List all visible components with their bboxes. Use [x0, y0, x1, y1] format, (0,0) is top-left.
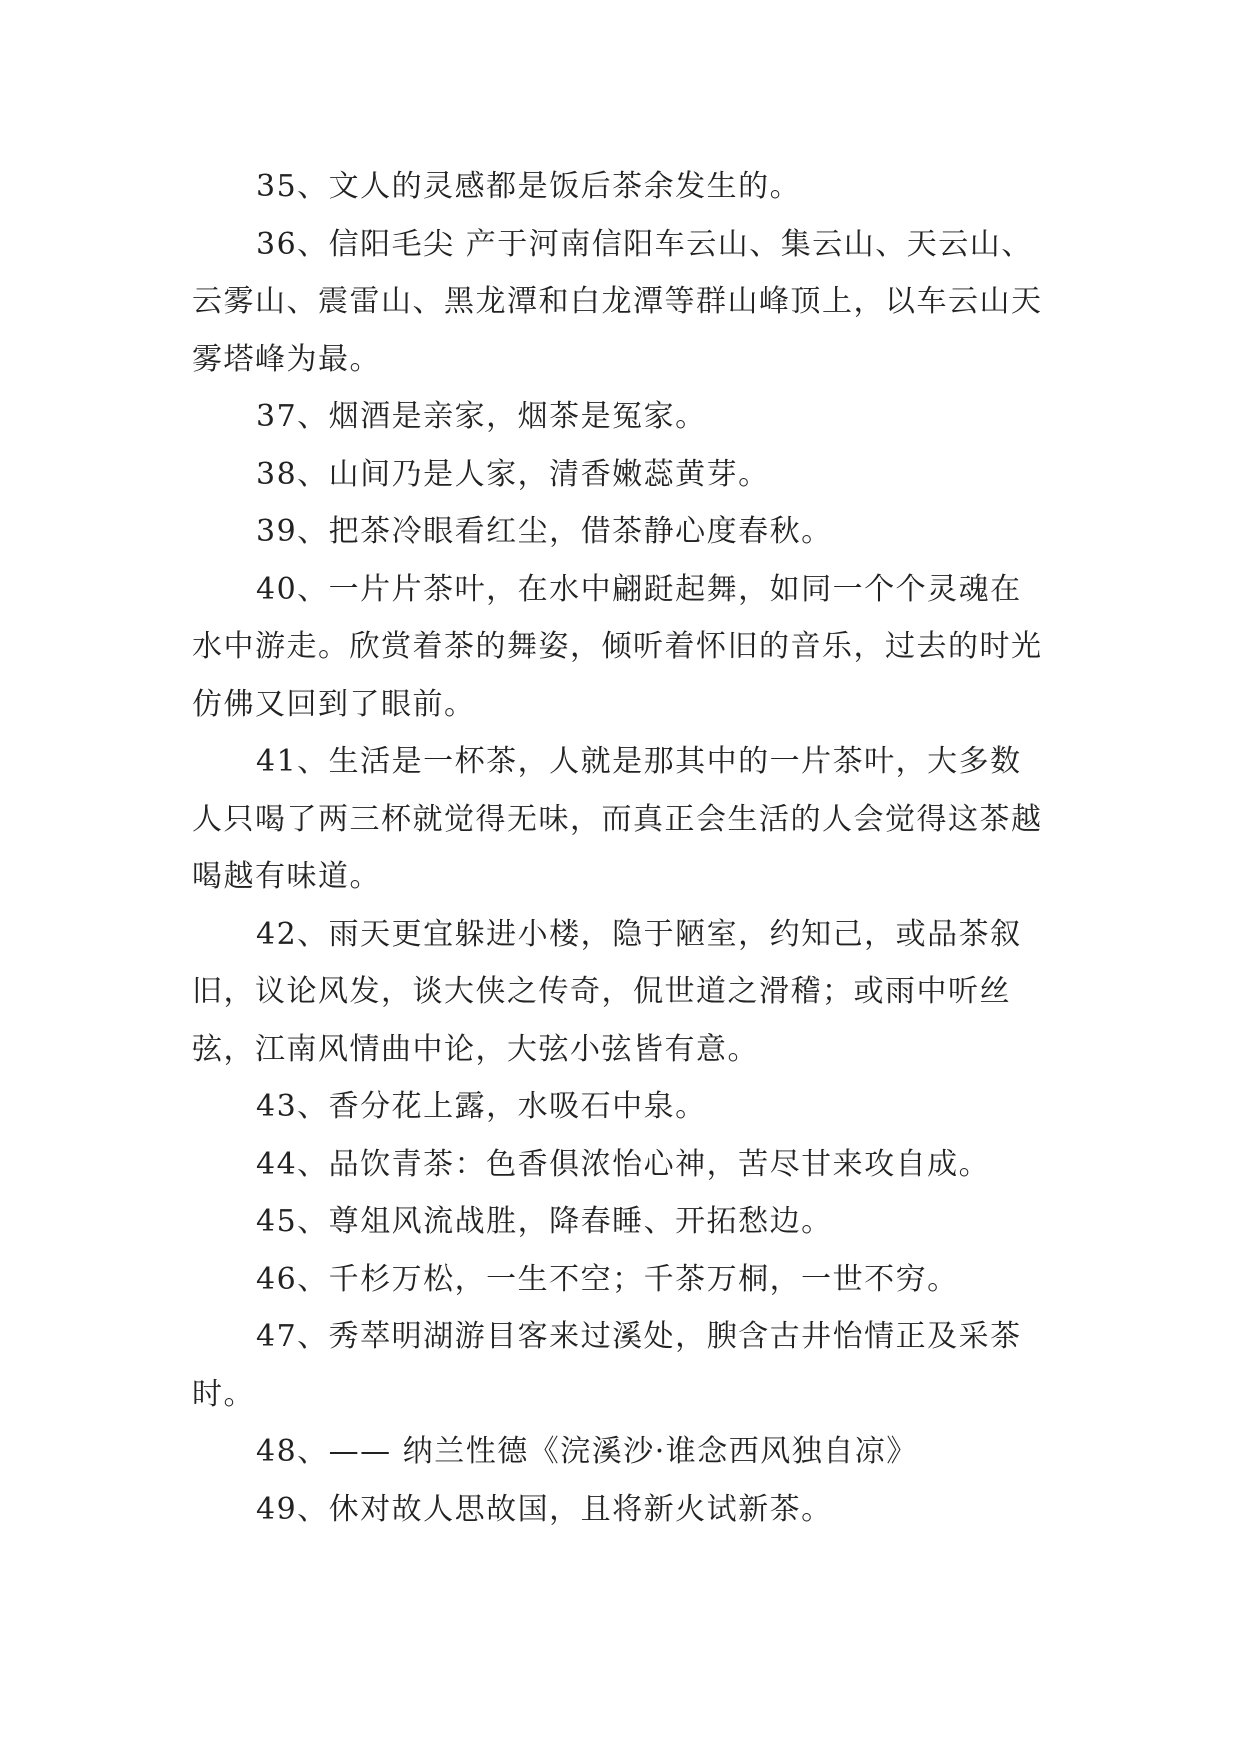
paragraph-46: 46、千杉万松，一生不空；千茶万桐，一世不穷。 [256, 1261, 959, 1297]
paragraph-43: 43、香分花上露，水吸石中泉。 [256, 1089, 707, 1124]
paragraph-48: 48、—— 纳兰性德《浣溪沙·谁念西风独自凉》 [256, 1434, 918, 1469]
paragraph-40: 40、一片片茶叶，在水中翩跹起舞，如同一个个灵魂在水中游走。欣赏着茶的舞姿，倾听着怀旧的音乐，过去的时光仿佛又回到了眼前。 [192, 571, 1043, 722]
paragraph-41: 41、生活是一杯茶，人就是那其中的一片茶叶，大多数人只喝了两三杯就觉得无味，而真正会生活的人会觉得这茶越喝越有味道。 [192, 744, 1043, 894]
paragraph-49: 49、休对故人思故国，且将新火试新茶。 [256, 1491, 833, 1527]
paragraph-35: 35、文人的灵感都是饭后茶余发生的。 [256, 169, 802, 204]
document-body [192, 158, 1052, 1538]
paragraph-37: 37、烟酒是亲家，烟茶是冤家。 [256, 399, 707, 434]
paragraph-38: 38、山间乃是人家，清香嫩蕊黄芽。 [256, 456, 770, 492]
paragraph-44: 44、品饮青茶：色香俱浓怡心神，苦尽甘来攻自成。 [256, 1146, 991, 1182]
paragraph-45: 45、尊俎风流战胜，降春睡、开拓愁边。 [256, 1204, 833, 1239]
paragraph-42: 42、雨天更宜躲进小楼，隐于陋室，约知己，或品茶叙旧，议论风发，谈大侠之传奇，侃世道之滑稽；或雨中听丝弦，江南风情曲中论，大弦小弦皆有意。 [192, 916, 1022, 1067]
paragraph-39: 39、把茶冷眼看红尘，借茶静心度春秋。 [256, 514, 833, 549]
paragraph-36: 36、信阳毛尖 产于河南信阳车云山、集云山、天云山、云雾山、震雷山、黑龙潭和白龙潭等群山峰顶上，以车云山天雾塔峰为最。 [192, 226, 1043, 377]
paragraph-47: 47、秀萃明湖游目客来过溪处，腴含古井怡情正及采茶时。 [192, 1319, 1022, 1412]
